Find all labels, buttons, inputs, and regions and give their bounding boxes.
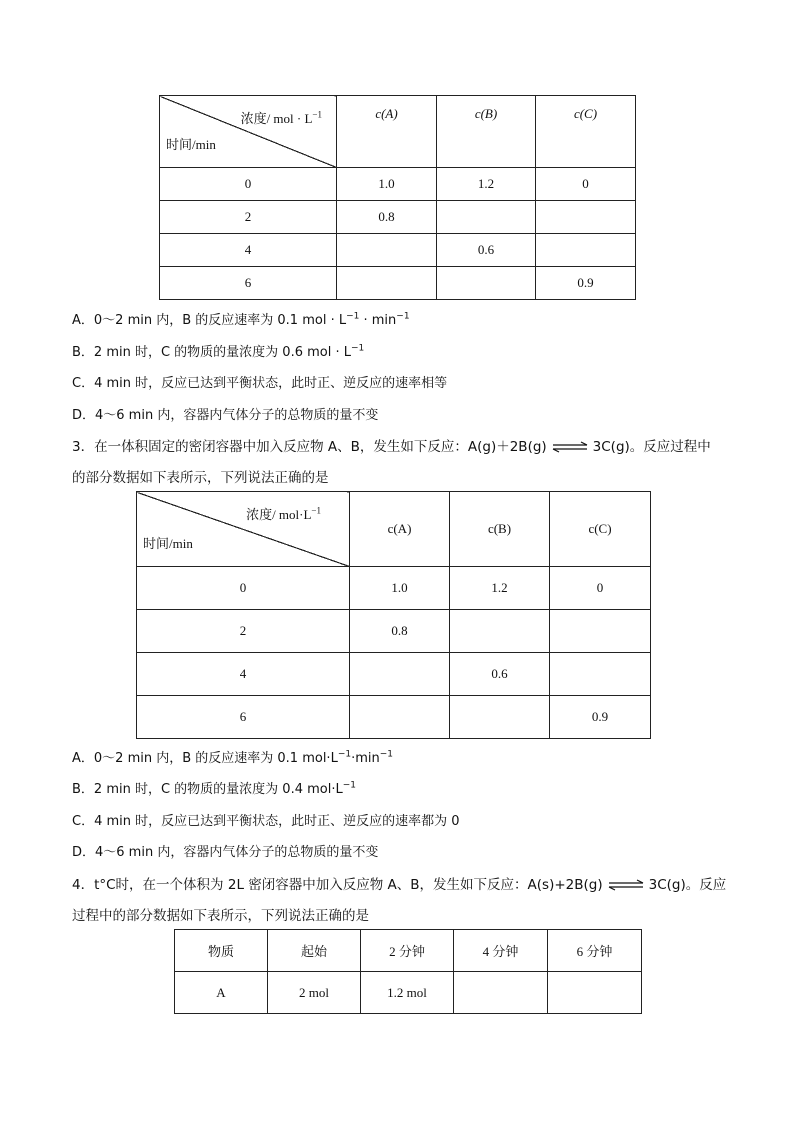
table-cell: 1.2 mol [361,972,454,1014]
question-4-line-1: 4．t°C时，在一个体积为 2L 密闭容器中加入反应物 A、B，发生如下反应：A(s)+2B(g) 3C(g)。反应 [72,877,727,893]
table-row [137,653,651,696]
table-row [160,168,636,201]
table-cell [550,610,651,653]
table-cell: 0 [137,567,350,610]
table-1-header-time: 时间/min [166,137,216,152]
table-cell: 0.8 [350,610,450,653]
option-a-1: A．0～2 min 内，B 的反应速率为 0.1 mol · $L^{-1} \cdot \min^{-1}$ [72,311,410,328]
table-1 [159,95,636,300]
table-cell: 0.6 [437,234,536,267]
table-cell: 6 [160,267,337,300]
table-3 [174,929,642,1014]
table-row [137,696,651,739]
option-d-2: D．4～6 min 内，容器内气体分子的总物质的量不变 [72,845,379,860]
table-cell [536,201,636,234]
equilibrium-arrow-icon [607,879,645,891]
table-cell: 0 [160,168,337,201]
table-2-header-concentration: 浓度/ $mol\cdot L^{-1}$ [246,505,321,522]
table-2 [136,491,651,739]
table-1-diagonal-header [160,96,337,168]
table-3-col-header: 物质 [175,930,268,972]
table-cell [350,696,450,739]
table-cell: 2 [160,201,337,234]
table-2-col-header: c(B) [450,492,550,567]
table-cell: 0 [536,168,636,201]
table-cell: 1.2 [437,168,536,201]
table-cell: 1.2 [450,567,550,610]
table-3-col-header: 2 分钟 [361,930,454,972]
table-2-diagonal-header [137,492,350,567]
table-row [175,972,642,1014]
table-cell: 4 [160,234,337,267]
table-cell: 1.0 [350,567,450,610]
table-row [137,610,651,653]
table-cell [337,267,437,300]
table-cell [437,267,536,300]
option-d-1: D．4～6 min 内，容器内气体分子的总物质的量不变 [72,408,379,423]
table-1-col-header: c(B) [437,96,536,168]
question-4-line-2: 过程中的部分数据如下表所示，下列说法正确的是 [72,908,369,924]
question-3-line-1: 3．在一体积固定的密闭容器中加入反应物 A、B，发生如下反应：A(g)＋2B(g) 3C(g)。反应过程中 [72,439,711,455]
table-cell: 0 [550,567,651,610]
table-cell [550,653,651,696]
table-2-header-row [137,492,651,567]
table-row [160,267,636,300]
table-1-header-concentration: 浓度/ mol · $L^{-1}$ [240,109,322,126]
table-cell: 1.0 [337,168,437,201]
option-b-2: B．2 min 时，C 的物质的量浓度为 0.4 $mol\cdot L^{-1}$ [72,780,357,797]
table-3-header-row [175,930,642,972]
option-a-2: A．0～2 min 内，B 的反应速率为 0.1 $mol\cdot L^{-1}\cdot\min^{-1}$ [72,749,394,766]
table-cell: 2 [137,610,350,653]
table-row [160,201,636,234]
table-cell [437,201,536,234]
table-2-header-time: 时间/min [143,536,193,551]
option-b-1: B．2 min 时，C 的物质的量浓度为 0.6 mol · $L^{-1}$ [72,343,365,360]
table-cell: 0.8 [337,201,437,234]
table-3-col-header: 6 分钟 [548,930,642,972]
table-1-header-row [160,96,636,168]
table-3-col-header: 起始 [268,930,361,972]
table-cell [450,696,550,739]
table-2-col-header: c(C) [550,492,651,567]
table-1-col-header: c(A) [337,96,437,168]
table-cell [536,234,636,267]
table-row [160,234,636,267]
table-1-col-header: c(C) [536,96,636,168]
option-c-2: C．4 min 时，反应已达到平衡状态，此时正、逆反应的速率都为 0 [72,814,460,829]
table-cell [548,972,642,1014]
table-row [137,567,651,610]
option-c-1: C．4 min 时，反应已达到平衡状态，此时正、逆反应的速率相等 [72,376,448,391]
question-3-line-2: 的部分数据如下表所示，下列说法正确的是 [72,470,329,486]
table-cell [350,653,450,696]
table-cell [454,972,548,1014]
table-cell: 6 [137,696,350,739]
table-cell: 0.6 [450,653,550,696]
table-cell [450,610,550,653]
table-3-col-header: 4 分钟 [454,930,548,972]
table-2-col-header: c(A) [350,492,450,567]
table-cell [337,234,437,267]
equilibrium-arrow-icon [551,441,589,453]
table-cell: 0.9 [550,696,651,739]
table-cell: A [175,972,268,1014]
table-cell: 0.9 [536,267,636,300]
table-cell: 2 mol [268,972,361,1014]
table-cell: 4 [137,653,350,696]
